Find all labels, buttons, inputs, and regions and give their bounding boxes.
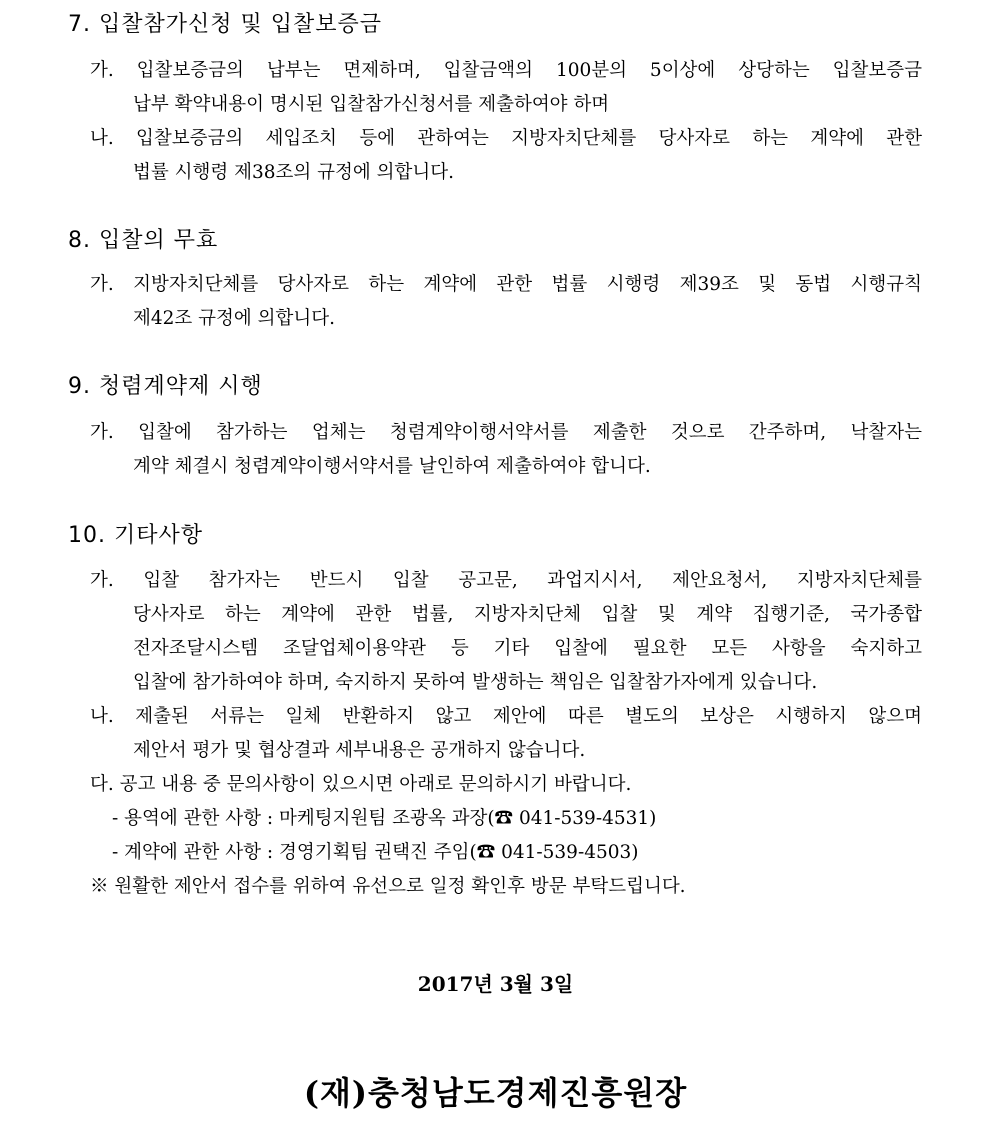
notice-line: ※ 원활한 제안서 접수를 위하여 유선으로 일정 확인후 방문 부탁드립니다. <box>90 876 686 897</box>
list-item-continuation: 당사자로 하는 계약에 관한 법률, 지방자치단체 입찰 및 계약 집행기준, 국가종합 <box>133 604 922 625</box>
list-item: 나. 제출된 서류는 일체 반환하지 않고 제안에 따른 별도의 보상은 시행하지 않으며 <box>90 706 922 727</box>
document-date: 2017년 3월 3일 <box>417 972 574 996</box>
contact-line <box>112 804 656 830</box>
contact-phone: 041-539-4503) <box>495 842 639 863</box>
list-item: 가. 지방자치단체를 당사자로 하는 계약에 관한 법률 시행령 제39조 및 동법 시행규칙 <box>90 274 922 295</box>
list-item: 가. 입찰 참가자는 반드시 입찰 공고문, 과업지시서, 제안요청서, 지방자치단체를 <box>90 570 922 591</box>
list-item: 가. 입찰에 참가하는 업체는 청렴계약이행서약서를 제출한 것으로 간주하며, 낙찰자는 <box>90 422 922 443</box>
issuing-organization: (재)충청남도경제진흥원장 <box>303 1074 688 1112</box>
list-item-continuation: 납부 확약내용이 명시된 입찰참가신청서를 제출하여야 하며 <box>133 94 610 115</box>
list-item-continuation: 전자조달시스템 조달업체이용약관 등 기타 입찰에 필요한 모든 사항을 숙지하고 <box>133 638 922 659</box>
telephone-icon: ☎ <box>494 808 514 829</box>
list-item-continuation: 입찰에 참가하여야 하며, 숙지하지 못하여 발생하는 책임은 입찰참가자에게 있습니다. <box>133 672 818 693</box>
list-item-continuation: 제안서 평가 및 협상결과 세부내용은 공개하지 않습니다. <box>133 740 586 761</box>
contact-phone: 041-539-4531) <box>513 808 657 829</box>
list-item: 다. 공고 내용 중 문의사항이 있으시면 아래로 문의하시기 바랍니다. <box>90 774 632 795</box>
section-heading: 10. 기타사항 <box>68 523 203 548</box>
list-item-continuation: 제42조 규정에 의합니다. <box>133 308 336 329</box>
list-item-continuation: 법률 시행령 제38조의 규정에 의합니다. <box>133 162 455 183</box>
section-heading: 9. 청렴계약제 시행 <box>68 374 263 399</box>
list-item-continuation: 계약 체결시 청렴계약이행서약서를 날인하여 제출하여야 합니다. <box>133 456 651 477</box>
list-item: 나. 입찰보증금의 세입조치 등에 관하여는 지방자치단체를 당사자로 하는 계약에 관한 <box>90 128 922 149</box>
contact-prefix: - 용역에 관한 사항 : 마케팅지원팀 조광옥 과장( <box>112 808 495 829</box>
telephone-icon: ☎ <box>476 842 496 863</box>
contact-prefix: - 계약에 관한 사항 : 경영기획팀 권택진 주임( <box>112 842 477 863</box>
list-item: 가. 입찰보증금의 납부는 면제하며, 입찰금액의 100분의 5이상에 상당하는 입찰보증금 <box>90 60 922 81</box>
section-heading: 7. 입찰참가신청 및 입찰보증금 <box>68 12 382 37</box>
contact-line <box>112 838 639 864</box>
section-heading: 8. 입찰의 무효 <box>68 228 219 253</box>
